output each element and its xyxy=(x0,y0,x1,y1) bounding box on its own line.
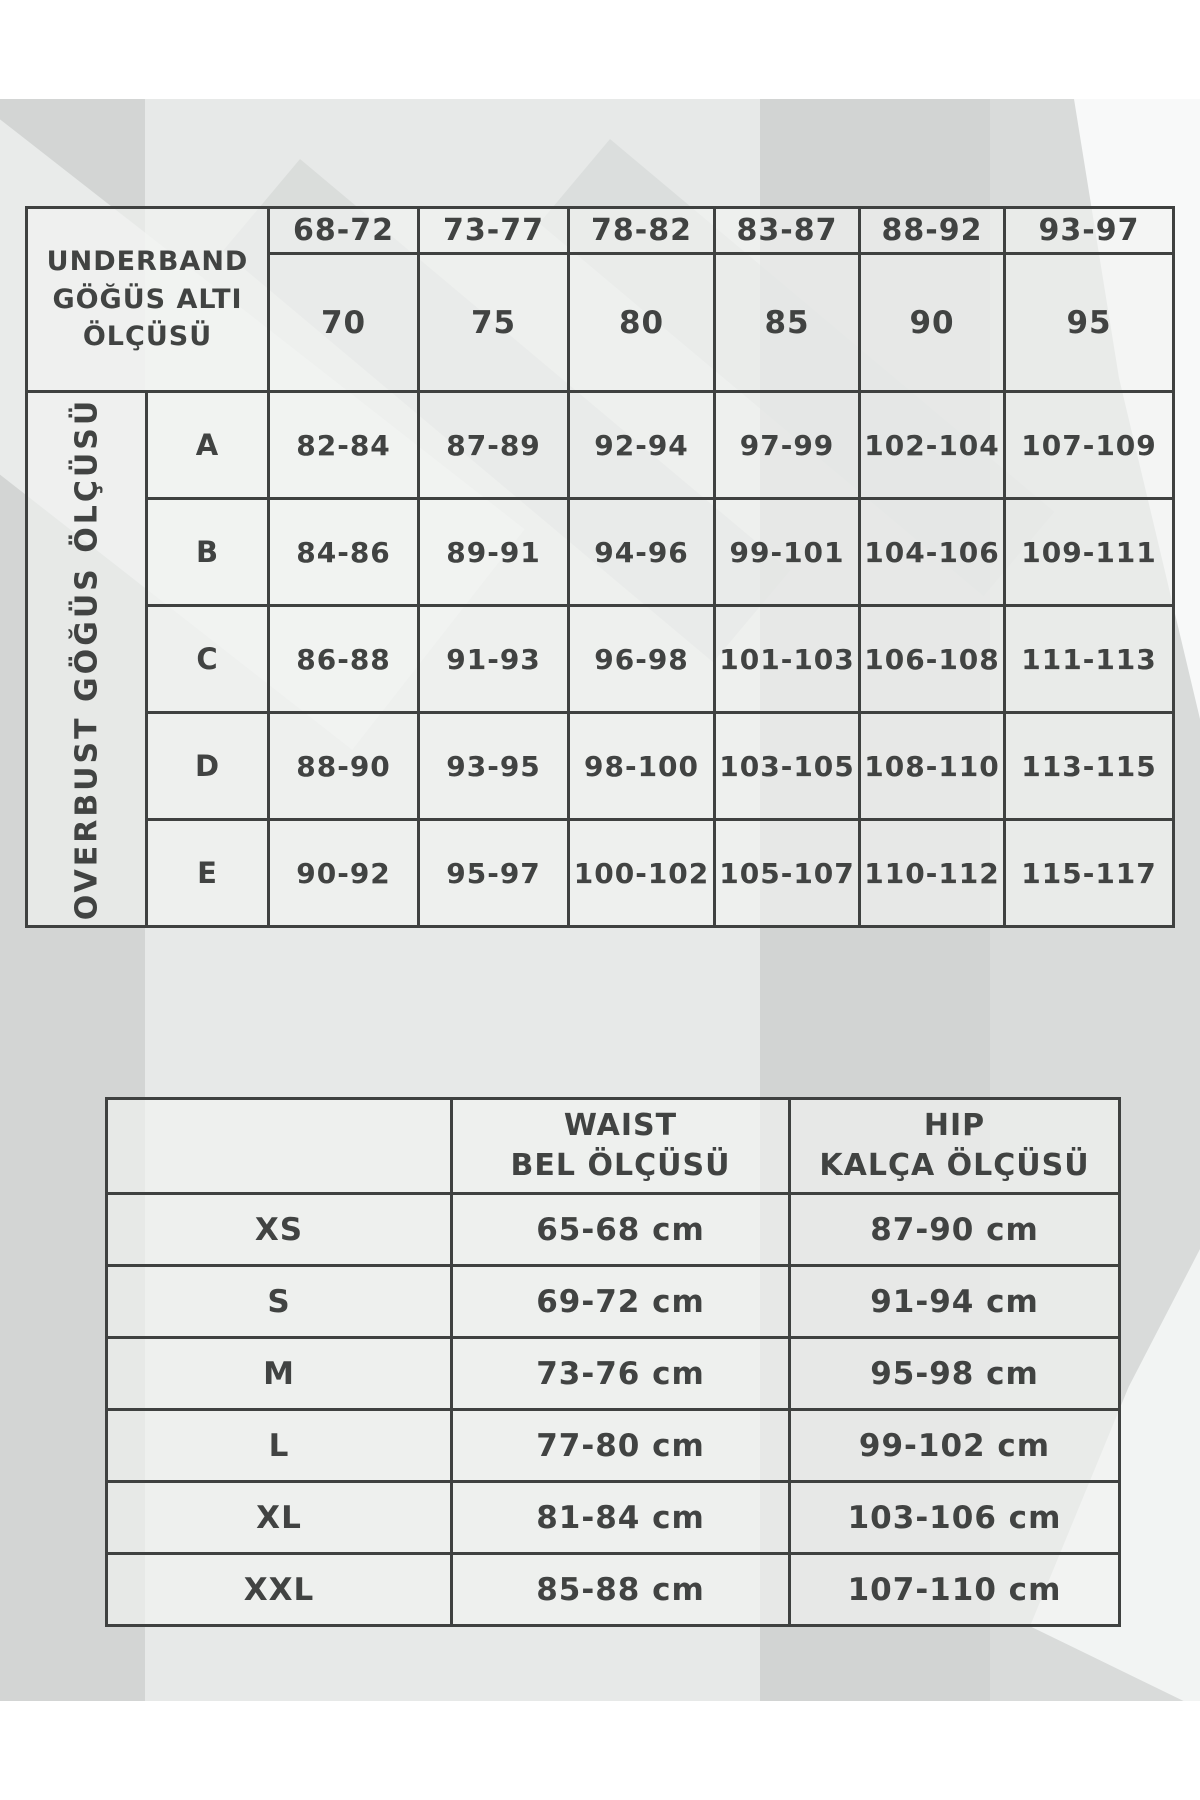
waist-value-cell: 69-72 cm xyxy=(452,1266,790,1338)
size-label-cell: XS xyxy=(107,1194,452,1266)
overbust-value-cell: 84-86 xyxy=(269,499,419,606)
overbust-value-cell: 111-113 xyxy=(1005,606,1174,713)
overbust-value-cell: 91-93 xyxy=(419,606,569,713)
cup-size-cell: C xyxy=(147,606,269,713)
hip-value-cell: 87-90 cm xyxy=(790,1194,1120,1266)
size-label-cell: XXL xyxy=(107,1554,452,1626)
cup-size-cell: D xyxy=(147,713,269,820)
hip-header-tr: KALÇA ÖLÇÜSÜ xyxy=(819,1148,1090,1183)
size-label-cell: M xyxy=(107,1338,452,1410)
blank-corner-cell xyxy=(107,1099,452,1194)
waist-value-cell: 65-68 cm xyxy=(452,1194,790,1266)
overbust-value-cell: 99-101 xyxy=(715,499,860,606)
waist-header-en: WAIST xyxy=(563,1107,678,1143)
waist-header-tr: BEL ÖLÇÜSÜ xyxy=(510,1148,731,1183)
band-size-cell: 90 xyxy=(860,254,1005,392)
overbust-value-cell: 101-103 xyxy=(715,606,860,713)
overbust-value-cell: 107-109 xyxy=(1005,392,1174,499)
overbust-value-cell: 109-111 xyxy=(1005,499,1174,606)
size-label-cell: S xyxy=(107,1266,452,1338)
overbust-value-cell: 93-95 xyxy=(419,713,569,820)
overbust-value-cell: 87-89 xyxy=(419,392,569,499)
waist-hip-size-table xyxy=(105,1097,1121,1627)
overbust-side-label: OVERBUST GÖĞÜS ÖLÇÜSÜ xyxy=(69,397,104,921)
cup-size-cell: A xyxy=(147,392,269,499)
waist-value-cell: 77-80 cm xyxy=(452,1410,790,1482)
cup-size-cell: B xyxy=(147,499,269,606)
band-size-cell: 85 xyxy=(715,254,860,392)
bra-size-table xyxy=(25,206,1175,928)
overbust-value-cell: 103-105 xyxy=(715,713,860,820)
overbust-value-cell: 96-98 xyxy=(569,606,715,713)
size-label-cell: L xyxy=(107,1410,452,1482)
overbust-value-cell: 105-107 xyxy=(715,820,860,927)
overbust-value-cell: 108-110 xyxy=(860,713,1005,820)
overbust-value-cell: 97-99 xyxy=(715,392,860,499)
overbust-value-cell: 89-91 xyxy=(419,499,569,606)
hip-header-en: HIP xyxy=(923,1107,986,1143)
hip-value-cell: 95-98 cm xyxy=(790,1338,1120,1410)
underband-range-cell: 88-92 xyxy=(860,208,1005,254)
overbust-value-cell: 82-84 xyxy=(269,392,419,499)
hip-value-cell: 99-102 cm xyxy=(790,1410,1120,1482)
cup-size-cell: E xyxy=(147,820,269,927)
underband-range-cell: 78-82 xyxy=(569,208,715,254)
overbust-value-cell: 94-96 xyxy=(569,499,715,606)
underband-range-cell: 73-77 xyxy=(419,208,569,254)
waist-header-cell xyxy=(452,1099,790,1194)
overbust-value-cell: 110-112 xyxy=(860,820,1005,927)
hip-value-cell: 91-94 cm xyxy=(790,1266,1120,1338)
overbust-value-cell: 102-104 xyxy=(860,392,1005,499)
underband-range-cell: 93-97 xyxy=(1005,208,1174,254)
underband-range-cell: 68-72 xyxy=(269,208,419,254)
waist-value-cell: 73-76 cm xyxy=(452,1338,790,1410)
overbust-value-cell: 95-97 xyxy=(419,820,569,927)
band-size-cell: 80 xyxy=(569,254,715,392)
band-size-cell: 95 xyxy=(1005,254,1174,392)
hip-header-cell xyxy=(790,1099,1120,1194)
size-label-cell: XL xyxy=(107,1482,452,1554)
underband-range-cell: 83-87 xyxy=(715,208,860,254)
overbust-value-cell: 100-102 xyxy=(569,820,715,927)
overbust-value-cell: 86-88 xyxy=(269,606,419,713)
overbust-value-cell: 104-106 xyxy=(860,499,1005,606)
overbust-value-cell: 115-117 xyxy=(1005,820,1174,927)
band-size-cell: 70 xyxy=(269,254,419,392)
overbust-side-label-cell xyxy=(27,392,147,927)
overbust-value-cell: 106-108 xyxy=(860,606,1005,713)
overbust-value-cell: 88-90 xyxy=(269,713,419,820)
hip-value-cell: 103-106 cm xyxy=(790,1482,1120,1554)
overbust-value-cell: 92-94 xyxy=(569,392,715,499)
hip-value-cell: 107-110 cm xyxy=(790,1554,1120,1626)
overbust-value-cell: 98-100 xyxy=(569,713,715,820)
waist-value-cell: 85-88 cm xyxy=(452,1554,790,1626)
overbust-value-cell: 113-115 xyxy=(1005,713,1174,820)
waist-value-cell: 81-84 cm xyxy=(452,1482,790,1554)
underband-header-cell: UNDERBAND GÖĞÜS ALTI ÖLÇÜSÜ xyxy=(27,208,269,392)
band-size-cell: 75 xyxy=(419,254,569,392)
overbust-value-cell: 90-92 xyxy=(269,820,419,927)
